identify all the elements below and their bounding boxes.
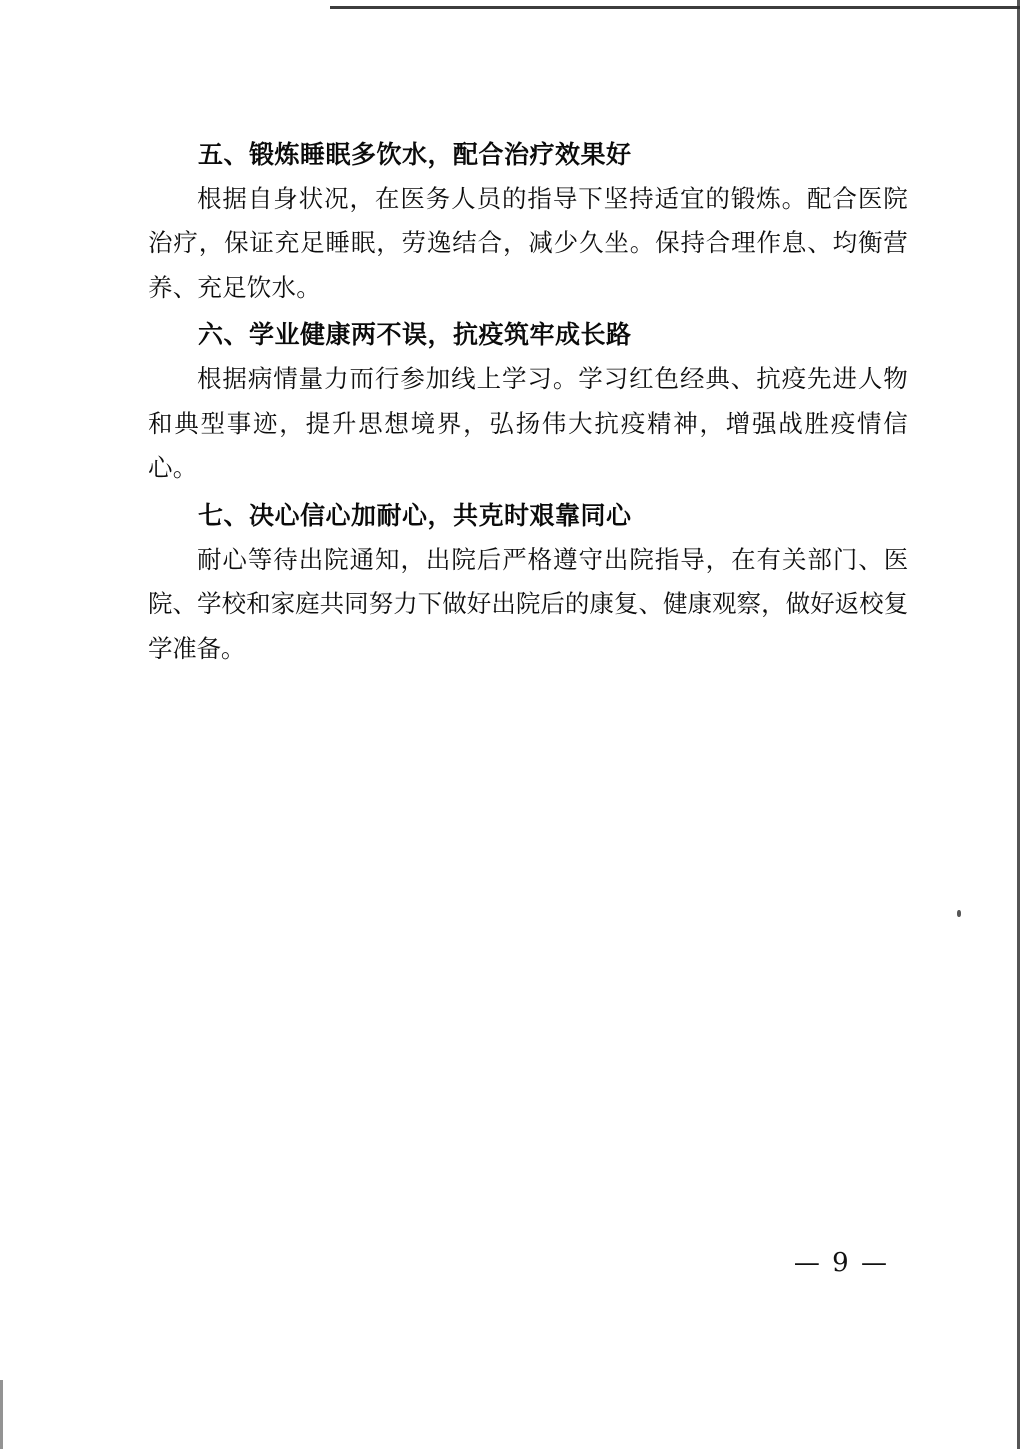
document-body [148,136,908,677]
scan-artifact-right-edge [1017,0,1020,1449]
page-number: — 9 — [793,1248,889,1278]
section-five [148,136,908,310]
section-seven-heading: 七、决心信心加耐心，共克时艰靠同心 [198,500,632,530]
section-seven [148,497,908,671]
scan-artifact-speck [957,910,961,917]
scan-artifact-top-edge [330,6,1020,9]
scan-artifact-left-edge [0,1380,3,1449]
section-seven-paragraph: 耐心等待出院通知，出院后严格遵守出院指导，在有关部门、医院、学校和家庭共同努力下做好出院后的康复、健康观察，做好返校复学准备。 [148,544,908,663]
section-five-heading: 五、锻炼睡眠多饮水，配合治疗效果好 [198,140,632,169]
section-six [148,316,908,490]
section-six-heading: 六、学业健康两不误，抗疫筑牢成长路 [198,320,632,350]
section-six-paragraph: 根据病情量力而行参加线上学习。学习红色经典、抗疫先进人物和典型事迹，提升思想境界，弘扬伟大抗疫精神，增强战胜疫情信心。 [148,364,908,483]
section-five-paragraph: 根据自身状况，在医务人员的指导下坚持适宜的锻炼。配合医院治疗，保证充足睡眠，劳逸结合，减少久坐。保持合理作息、均衡营养、充足饮水。 [148,183,908,302]
